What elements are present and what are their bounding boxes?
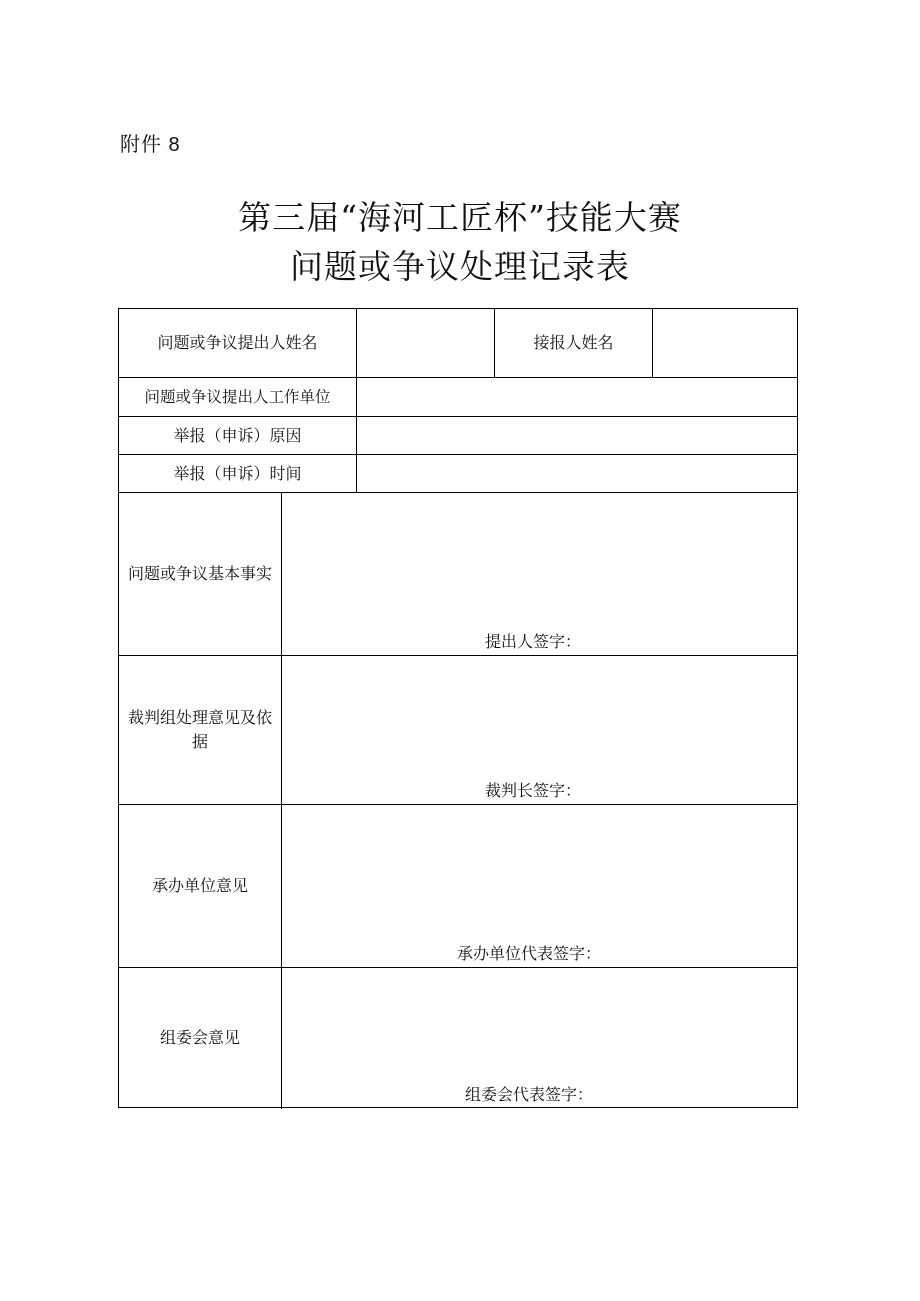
time-field[interactable] [357,455,797,492]
facts-label: 问题或争议基本事实 [127,564,272,583]
time-label: 举报（申诉）时间 [173,463,302,483]
form-title-line-1: 第三届“海河工匠杯”技能大赛 [238,198,682,237]
receiver-name-field[interactable] [653,309,797,377]
facts-signature-label: 提出人签字： [485,632,582,651]
host-opinion-field[interactable] [282,805,797,967]
receiver-name-label: 接报人姓名 [533,333,614,352]
committee-opinion-label: 组委会意见 [159,1027,240,1047]
reason-field[interactable] [357,417,797,454]
committee-signature-label: 组委会代表签字： [465,1085,594,1104]
proposer-unit-label: 问题或争议提出人工作单位 [144,388,331,406]
referee-signature-label: 裁判长签字： [485,781,582,800]
host-opinion-label: 承办单位意见 [151,876,248,895]
referee-opinion-label: 裁判组处理意见及依据 [127,708,272,751]
reason-label: 举报（申诉）原因 [173,425,302,445]
proposer-unit-field[interactable] [357,378,797,416]
host-signature-label: 承办单位代表签字： [457,944,602,963]
proposer-name-label: 问题或争议提出人姓名 [157,333,318,352]
facts-field[interactable] [282,493,797,655]
attachment-label: 附件 8 [120,134,181,156]
proposer-name-field[interactable] [357,309,494,377]
form-title-line-2: 问题或争议处理记录表 [290,247,630,286]
record-form-table [118,308,798,1108]
